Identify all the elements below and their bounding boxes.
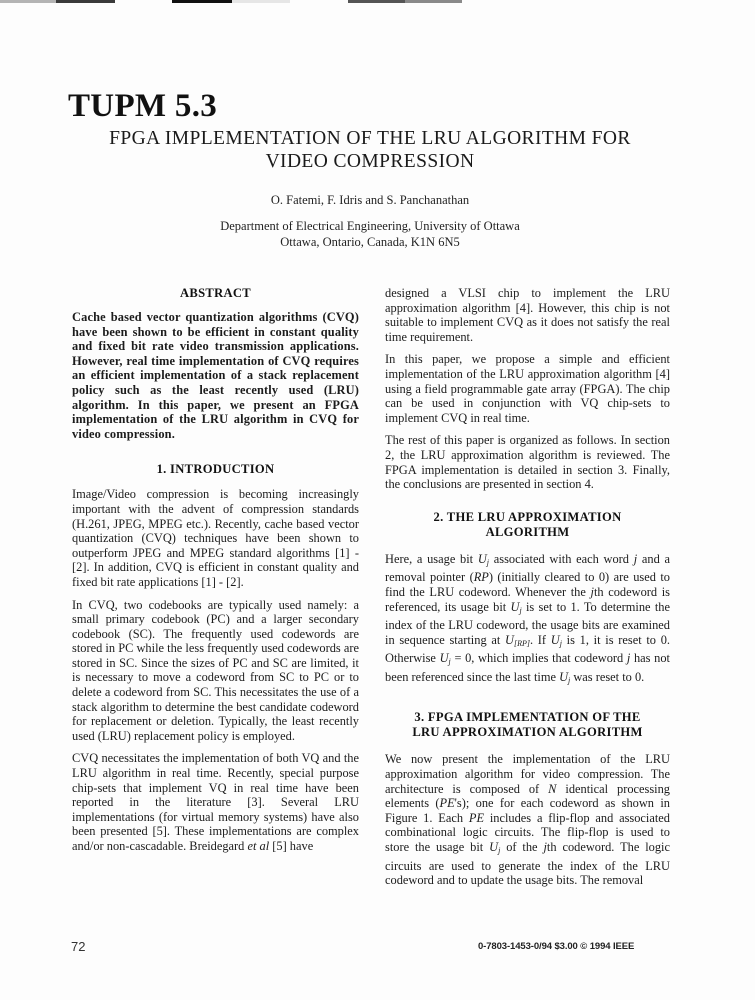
paragraph-text: th codeword is referenced, its usage bit — [385, 584, 670, 614]
math-symbol: U — [550, 632, 560, 647]
math-subscript: j — [448, 657, 451, 667]
paragraph-text: associated with each word — [489, 551, 634, 566]
affiliation-line: Ottawa, Ontario, Canada, K1N 6N5 — [280, 235, 460, 249]
authors: O. Fatemi, F. Idris and S. Panchanathan — [270, 193, 470, 207]
section-heading-introduction: 1. INTRODUCTION — [156, 462, 275, 477]
math-symbol: RP — [473, 570, 489, 585]
scan-edge-bar — [405, 0, 462, 3]
paragraph-text: CVQ necessitates the implementation of both VQ and the LRU algorithm in real time. Recently, special purpose chip-sets that implement VQ in real time have been reported in the literature [3]. Several LRU implementations (for virtual memory systems) have also been presented [5]. These implementations are complex and/or non-cascadable. Breidegard — [72, 751, 359, 853]
paragraph-text: Here, a usage bit — [385, 551, 478, 566]
math-subscript: j — [486, 557, 490, 567]
paragraph-text: th codeword. The logic circuits are used to generate the index of the LRU codeword and to update the usage bits. The removal — [385, 840, 670, 888]
math-symbol: U — [439, 651, 449, 666]
session-id: TUPM 5.3 — [68, 88, 218, 124]
affiliation — [60, 218, 680, 250]
math-subscript: j — [498, 846, 501, 856]
scan-edge-bar — [172, 0, 232, 3]
math-symbol: j — [543, 840, 547, 855]
paper-title — [60, 127, 680, 173]
paragraph-text: has not been referenced since the last time — [385, 651, 670, 684]
paragraph-text: was reset to 0. — [570, 669, 645, 684]
paragraph-text: includes a flip-flop and associated combinational logic circuits. The flip-flop is used to store the usage bit — [385, 810, 670, 855]
math-symbol: U — [559, 669, 569, 684]
paragraph: Image/Video compression is becoming increasingly important with the advent of compression standards (H.261, JPEG, MPEG etc.). Recently, cache based vector quantization (CVQ) techniques have been shown to outperform JPEG and MPEG standard algorithms [1] - [2]. In addition, CVQ is efficient in constant quality and fixed bit rate applications [1] - [2]. — [72, 487, 359, 589]
math-symbol: U — [477, 551, 487, 566]
scan-edge-bar — [232, 0, 290, 3]
isbn-copyright: 0-7803-1453-0/94 $3.00 © 1994 IEEE — [478, 941, 635, 952]
math-symbol: U — [489, 840, 499, 855]
left-column — [72, 286, 359, 854]
paragraph-text: of the — [500, 840, 544, 855]
paragraph — [385, 752, 670, 887]
abstract-text: Cache based vector quantization algorithms (CVQ) have been shown to be efficient in constant quality and fixed bit rate video transmission applications. However, real time implementation of CVQ requires an efficient implementation of a stack replacement policy such as the least recently used (LRU) algorithm. In this paper, we present an FPGA implementation of the LRU algorithm in CVQ for video compression. — [72, 310, 359, 441]
paragraph: The rest of this paper is organized as follows. In section 2, the LRU approximation algorithm is reviewed. The FPGA implementation is detailed in section 3. Finally, the conclusions are presented in section 4. — [385, 433, 670, 492]
affiliation-line: Department of Electrical Engineering, University of Ottawa — [220, 219, 520, 233]
math-subscript: j — [568, 675, 571, 685]
paragraph-text: [5] have — [269, 839, 314, 853]
paper-title-line: FPGA IMPLEMENTATION OF THE LRU ALGORITHM FOR — [109, 128, 631, 149]
abstract-heading: ABSTRACT — [180, 286, 251, 300]
math-symbol: N — [548, 781, 557, 796]
paragraph-text: ) (initially cleared to 0) are used to find the LRU codeword. Whenever the — [385, 570, 670, 599]
page-number: 72 — [71, 939, 86, 954]
heading-line: 2. THE LRU APPROXIMATION — [433, 509, 622, 524]
paragraph-text: 's); one for each codeword as shown in Figure 1. Each — [385, 796, 670, 825]
paragraph — [72, 751, 359, 853]
paragraph: designed a VLSI chip to implement the LRU approximation algorithm [4]. However, this chip is not suitable to implement CVQ as it does not satisfy the real time requirement. — [385, 286, 670, 344]
heading-line: LRU APPROXIMATION ALGORITHM — [412, 725, 643, 740]
math-symbol: j — [626, 651, 631, 666]
emphasis: et al — [247, 839, 270, 853]
heading-line: ALGORITHM — [485, 524, 570, 539]
math-symbol: U — [510, 599, 520, 614]
math-symbol: PE — [439, 796, 455, 811]
paragraph-text: and a removal pointer ( — [385, 551, 671, 585]
scan-edge-bar — [56, 0, 115, 3]
paragraph: In CVQ, two codebooks are typically used namely: a small primary codebook (PC) and a larger secondary codebook (SC). The frequently used codewords are stored in PC while the less frequently used codewords are stored in SC. Since the sizes of PC and SC are limited, it is necessary to move a codeword from SC to PC or to delete a codeword from SC. This necessitates the use of a stack algorithm to determine the best candidate codeword for replacement or deletion. Typically, the least recently used (LRU) replacement policy is employed. — [72, 597, 359, 743]
math-symbol: PE — [468, 810, 485, 825]
math-subscript: j — [519, 605, 522, 615]
math-symbol: j — [590, 584, 594, 599]
right-column — [385, 286, 670, 888]
math-subscript: [RP] — [513, 638, 530, 648]
paragraph-text: = 0, which implies that codeword — [450, 651, 627, 666]
paragraph-text: . If — [529, 632, 551, 647]
paragraph-text: identical processing elements ( — [385, 781, 670, 811]
section-heading-lru — [385, 510, 670, 540]
paragraph — [385, 552, 670, 689]
paragraph: In this paper, we propose a simple and efficient implementation of the LRU approximation algorithm [4] using a field programmable gate array (FPGA). The chip can be used in conjunction with VQ chip-sets to implement CVQ in real time. — [385, 352, 670, 425]
paragraph-text: We now present the implementation of the LRU approximation algorithm for video compression. The architecture is composed of — [385, 752, 670, 796]
paragraph-text: is 1, it is reset to 0. Otherwise — [385, 632, 671, 666]
section-heading-fpga — [385, 710, 670, 740]
math-subscript: j — [559, 638, 562, 648]
math-symbol: j — [633, 551, 638, 566]
scan-edge-bar — [348, 0, 405, 3]
scan-edge-bar — [0, 0, 56, 3]
paper-title-line: VIDEO COMPRESSION — [265, 151, 475, 172]
heading-line: 3. FPGA IMPLEMENTATION OF THE — [414, 710, 641, 725]
paragraph-text: is set to 1. To determine the index of the LRU codeword, the usage bits are examined in sequence starting at — [385, 599, 670, 647]
math-symbol: U — [505, 632, 514, 647]
